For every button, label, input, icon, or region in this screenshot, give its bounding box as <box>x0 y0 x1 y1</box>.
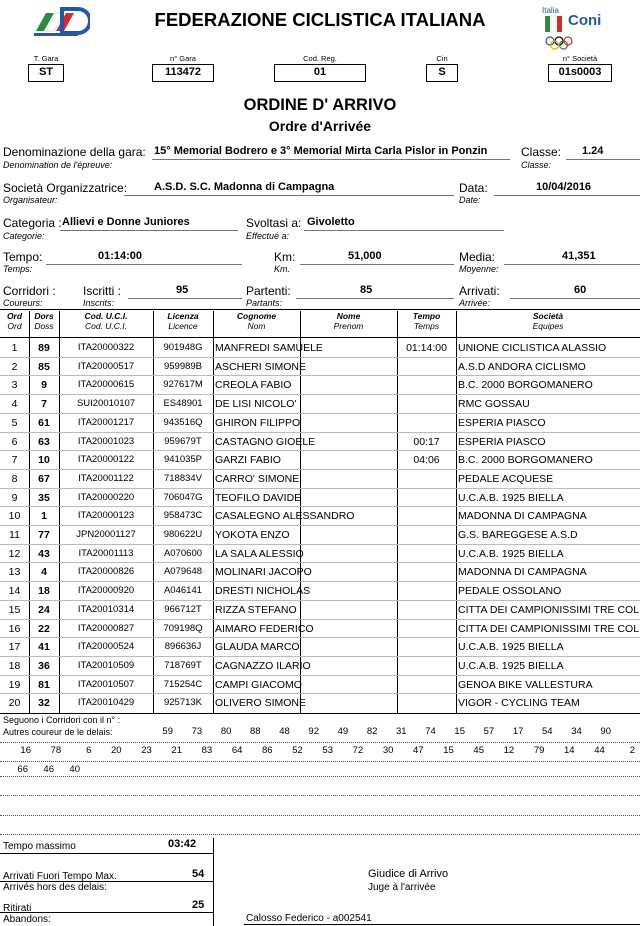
table-row <box>0 582 640 601</box>
cell-team: VIGOR - CYCLING TEAM <box>458 697 580 710</box>
cell-ord: 6 <box>11 435 18 448</box>
cell-name: AIMARO FEDERICO <box>215 622 314 635</box>
cell-licenza: 901948G <box>163 342 203 353</box>
other-rider-number: 88 <box>250 726 261 737</box>
cell-licenza: 927617M <box>163 379 203 391</box>
tempo-massimo-value: 03:42 <box>168 838 197 850</box>
other-rider-number: 34 <box>571 726 582 737</box>
table-row <box>0 414 640 433</box>
cell-name: TEOFILO DAVIDE <box>215 491 302 504</box>
denominazione-fr: Denomination de l'épreuve: <box>3 160 113 170</box>
cell-name: YOKOTA ENZO <box>215 529 290 541</box>
cell-name: CASTAGNO GIOELE <box>215 435 316 448</box>
cell-ord: 19 <box>8 678 21 691</box>
media-value: 41,351 <box>562 250 596 262</box>
cell-name: RIZZA STEFANO <box>215 603 297 616</box>
cell-name: DRESTI NICHOLAS <box>215 585 311 598</box>
cell-team: G.S. BAREGGESE A.S.D <box>458 529 578 541</box>
fuori-tempo-value: 54 <box>192 868 205 880</box>
cell-dors: 36 <box>38 659 50 672</box>
cell-uci: ITA20000322 <box>77 342 135 353</box>
cell-dors: 61 <box>38 416 50 429</box>
classe-label: Classe: <box>521 145 562 159</box>
svoltasi-value: Givoletto <box>307 216 355 228</box>
cell-team: U.C.A.B. 1925 BIELLA <box>458 659 564 672</box>
classe-value: 1.24 <box>582 145 604 157</box>
societa-fr: Organisateur: <box>3 195 58 205</box>
cell-uci: ITA20000826 <box>77 566 135 578</box>
cell-name: OLIVERO SIMONE <box>215 697 307 710</box>
cell-dors: 81 <box>38 678 50 691</box>
cell-licenza: 896636J <box>164 641 202 653</box>
cell-uci: SUI20010107 <box>76 398 136 410</box>
cell-licenza: 980622U <box>163 529 203 540</box>
cell-dors: 85 <box>38 360 50 373</box>
cell-uci: ITA20001023 <box>77 435 135 447</box>
other-rider-number: 2 <box>629 745 635 756</box>
table-row <box>0 601 640 620</box>
fuori-tempo-label: Arrivati Fuori Tempo Max. <box>3 871 117 882</box>
cell-ord: 10 <box>8 510 21 523</box>
cell-licenza: 715254C <box>163 678 203 690</box>
box-label-codreg: Cod. Reg. <box>303 54 337 63</box>
iscritti-label: Iscritti : <box>83 284 121 298</box>
cell-ord: 13 <box>8 566 21 579</box>
cell-licenza: 959989B <box>163 360 203 372</box>
cell-name: CAMPI GIACOMO <box>215 678 302 691</box>
cell-team: ESPERIA PIASCO <box>458 416 546 429</box>
cell-team: UNIONE CICLISTICA ALASSIO <box>458 342 607 354</box>
table-row <box>0 563 640 582</box>
cell-name: MOLINARI JACOPO <box>215 566 312 579</box>
arrivati-fr: Arrivée: <box>459 298 491 308</box>
media-fr: Moyenne: <box>459 264 499 274</box>
col-header-cognome: Cognome Nom <box>236 311 277 331</box>
col-header-dors: Dors Doss <box>34 311 54 331</box>
other-rider-number: 49 <box>337 726 349 737</box>
other-rider-number: 46 <box>43 764 54 775</box>
col-header-uci: Cod. U.C.I. Cod. U.C.I. <box>84 311 128 331</box>
table-row <box>0 638 640 657</box>
cell-tempo: 04:06 <box>413 454 440 467</box>
other-rider-number: 92 <box>308 726 319 737</box>
cell-ord: 14 <box>8 585 21 598</box>
partenti-label: Partenti: <box>246 284 291 298</box>
other-rider-number: 6 <box>86 745 92 756</box>
cell-team: B.C. 2000 BORGOMANERO <box>458 379 593 392</box>
table-row <box>0 545 640 564</box>
cell-uci: ITA20000517 <box>77 360 135 372</box>
cell-uci: ITA20000615 <box>77 379 135 391</box>
box-label-tgara: T. Gara <box>33 54 59 63</box>
cell-dors: 24 <box>38 603 50 616</box>
other-rider-number: 66 <box>17 764 28 775</box>
cell-team: CITTA DEI CAMPIONISSIMI TRE COL <box>458 603 640 616</box>
cell-ord: 3 <box>11 379 18 392</box>
cell-dors: 35 <box>38 491 50 504</box>
table-row <box>0 395 640 414</box>
other-rider-number: 40 <box>69 764 80 775</box>
km-fr: Km. <box>274 264 291 274</box>
fuori-tempo-fr: Arrivés hors des delais: <box>3 882 107 893</box>
other-rider-number: 59 <box>162 726 173 737</box>
title-fr: Ordre d'Arrivée <box>268 118 372 134</box>
cell-uci: ITA20010429 <box>77 697 135 709</box>
cell-ord: 1 <box>11 342 18 354</box>
others-label-fr: Autres coureur de le delais: <box>3 727 113 737</box>
table-row <box>0 339 640 358</box>
cell-dors: 7 <box>41 398 47 411</box>
cell-uci: ITA20001217 <box>77 416 135 428</box>
cell-ord: 16 <box>8 622 21 635</box>
other-rider-number: 44 <box>594 745 605 756</box>
svoltasi-label: Svoltasi a: <box>246 216 302 230</box>
cell-uci: JPN20001127 <box>76 529 136 540</box>
societa-value: A.S.D. S.C. Madonna di Campagna <box>154 181 335 193</box>
cell-licenza: 718769T <box>164 659 202 671</box>
cell-team: PEDALE ACQUESE <box>458 472 554 485</box>
other-rider-number: 79 <box>533 745 545 756</box>
cell-dors: 77 <box>38 529 50 541</box>
ritirati-fr: Abandons: <box>3 914 51 925</box>
km-value: 51,000 <box>348 250 382 262</box>
title-it: ORDINE D' ARRIVO <box>243 96 397 114</box>
categoria-fr: Categorie: <box>3 231 45 241</box>
table-row <box>0 358 640 377</box>
cell-dors: 22 <box>38 622 50 635</box>
cell-dors: 4 <box>41 566 47 579</box>
other-rider-number: 23 <box>141 745 152 756</box>
cell-team: A.S.D ANDORA CICLISMO <box>458 360 586 373</box>
table-row <box>0 433 640 452</box>
tempo-massimo-label: Tempo massimo <box>3 841 76 852</box>
tempo-fr: Temps: <box>3 264 33 274</box>
box-tgara: ST <box>28 64 64 82</box>
categoria-value: Allievi e Donne Juniores <box>62 216 190 228</box>
giudice-label: Giudice di Arrivo <box>368 868 449 880</box>
cell-dors: 10 <box>38 454 50 467</box>
box-cin: S <box>426 64 458 82</box>
cell-name: CREOLA FABIO <box>215 379 292 392</box>
cell-name: GARZI FABIO <box>215 454 281 467</box>
other-rider-number: 82 <box>366 726 378 737</box>
ritirati-value: 25 <box>192 899 205 911</box>
cell-tempo: 00:17 <box>413 435 440 448</box>
cell-licenza: 941035P <box>163 454 203 466</box>
cell-team: U.C.A.B. 1925 BIELLA <box>458 491 564 504</box>
cell-uci: ITA20010509 <box>77 659 135 671</box>
cell-name: LA SALA ALESSIO <box>215 547 304 560</box>
cell-uci: ITA20010314 <box>77 603 135 615</box>
cell-ord: 11 <box>9 529 20 541</box>
cell-ord: 17 <box>8 641 21 654</box>
classe-fr: Classe: <box>521 160 552 170</box>
federation-title: FEDERAZIONE CICLISTICA ITALIANA <box>154 9 486 30</box>
col-header-tempo: Tempo Temps <box>412 311 441 331</box>
cell-name: CASALEGNO ALESSANDRO <box>215 510 355 523</box>
cell-licenza: 943516Q <box>163 416 203 428</box>
cell-uci: ITA20010507 <box>77 678 135 690</box>
cell-licenza: A070600 <box>163 547 203 559</box>
other-rider-number: 30 <box>382 745 394 756</box>
cell-dors: 18 <box>38 585 50 598</box>
cell-name: CARRO' SIMONE <box>215 472 300 485</box>
cell-dors: 63 <box>38 435 50 448</box>
box-label-nsocieta: n° Società <box>562 54 598 63</box>
cell-ord: 20 <box>8 697 21 710</box>
cell-dors: 43 <box>38 547 50 560</box>
societa-label: Società Organizzatrice: <box>3 181 128 195</box>
other-rider-number: 47 <box>413 745 424 756</box>
other-rider-number: 54 <box>542 726 553 737</box>
col-header-nome: Nome Prenom <box>333 311 364 331</box>
other-rider-number: 57 <box>483 726 495 737</box>
col-header-licenza: Licenza Licence <box>167 311 199 331</box>
cell-uci: ITA20000920 <box>77 585 135 597</box>
box-ngara: 113472 <box>152 64 214 82</box>
cell-dors: 67 <box>38 472 50 485</box>
other-rider-number: 20 <box>111 745 122 756</box>
cell-ord: 4 <box>11 398 18 411</box>
cell-name: DE LISI NICOLO' <box>215 398 297 411</box>
cell-ord: 12 <box>8 547 21 560</box>
cell-team: U.C.A.B. 1925 BIELLA <box>458 641 564 654</box>
cell-licenza: 958473C <box>163 510 203 522</box>
other-rider-number: 74 <box>425 726 436 737</box>
tempo-label: Tempo: <box>3 250 43 264</box>
cell-ord: 15 <box>8 603 21 616</box>
table-row <box>0 526 640 545</box>
cell-uci: ITA20000220 <box>77 491 135 503</box>
cell-uci: ITA20000123 <box>77 510 135 522</box>
col-header-societa: Società Equipes <box>532 311 564 331</box>
cell-uci: ITA20000827 <box>77 622 135 634</box>
coni-small-text: Italia <box>542 6 559 15</box>
cell-licenza: ES48901 <box>163 398 203 410</box>
cell-dors: 9 <box>41 379 47 392</box>
table-row <box>0 657 640 676</box>
fci-logo <box>32 5 90 37</box>
cell-licenza: 959679T <box>164 435 202 447</box>
other-rider-number: 45 <box>473 745 484 756</box>
table-row <box>0 620 640 639</box>
table-row <box>0 694 640 713</box>
cell-team: GENOA BIKE VALLESTURA <box>458 678 593 691</box>
other-rider-number: 17 <box>512 726 524 737</box>
coni-big-text: Coni <box>568 12 602 29</box>
cell-licenza: 966712T <box>164 603 202 615</box>
ritirati-label: Ritirati <box>3 903 32 914</box>
col-header-ord: Ord Ord <box>6 311 23 331</box>
other-rider-number: 72 <box>352 745 364 756</box>
cell-team: MADONNA DI CAMPAGNA <box>458 566 587 579</box>
box-label-cin: Cin <box>436 54 448 63</box>
cell-tempo: 01:14:00 <box>406 342 447 354</box>
box-nsocieta: 01s0003 <box>548 64 612 82</box>
cell-uci: ITA20000122 <box>77 454 135 466</box>
table-row <box>0 451 640 470</box>
coni-logo <box>540 4 600 50</box>
cell-dors: 41 <box>38 641 50 654</box>
others-label-it: Seguono i Corridori con il n° : <box>3 715 121 725</box>
other-rider-number: 48 <box>279 726 290 737</box>
other-rider-number: 31 <box>396 726 407 737</box>
other-rider-number: 53 <box>322 745 333 756</box>
table-row <box>0 489 640 508</box>
cell-ord: 9 <box>11 491 18 504</box>
partenti-fr: Partants: <box>246 298 283 308</box>
cell-ord: 7 <box>11 454 18 467</box>
cell-licenza: 718834V <box>163 472 203 484</box>
other-rider-number: 14 <box>564 745 575 756</box>
denominazione-value: 15° Memorial Bodrero e 3° Memorial Mirta Carla Pislor in Ponzin <box>154 145 488 157</box>
arrivati-value: 60 <box>574 284 587 296</box>
cell-ord: 18 <box>8 659 21 672</box>
table-row <box>0 376 640 395</box>
corridori-label: Corridori : <box>3 284 56 298</box>
cell-uci: ITA20001113 <box>78 547 134 559</box>
cell-licenza: 925713K <box>163 697 203 709</box>
giudice-name: Calosso Federico - a002541 <box>246 913 372 924</box>
cell-ord: 8 <box>11 472 18 485</box>
giudice-fr: Juge à l'arrivée <box>368 882 436 893</box>
other-rider-number: 80 <box>220 726 232 737</box>
arrivati-label: Arrivati: <box>459 284 500 298</box>
cell-name: MANFREDI SAMUELE <box>215 342 323 354</box>
cell-name: GHIRON FILIPPO <box>215 416 301 429</box>
denominazione-label: Denominazione della gara: <box>3 145 146 159</box>
cell-team: PEDALE OSSOLANO <box>458 585 562 598</box>
media-label: Media: <box>459 250 496 264</box>
categoria-label: Categoria : <box>3 216 62 230</box>
other-rider-number: 86 <box>262 745 273 756</box>
table-row <box>0 470 640 489</box>
cell-team: ESPERIA PIASCO <box>458 435 546 448</box>
cell-uci: ITA20000524 <box>77 641 135 653</box>
cell-uci: ITA20001122 <box>78 472 134 484</box>
cell-ord: 5 <box>11 416 18 429</box>
cell-team: CITTA DEI CAMPIONISSIMI TRE COL <box>458 622 640 635</box>
cell-ord: 2 <box>11 360 18 373</box>
data-label: Data: <box>459 181 488 195</box>
cell-team: MADONNA DI CAMPAGNA <box>458 510 587 523</box>
olympic-rings-icon <box>544 36 574 50</box>
table-row <box>0 676 640 695</box>
cell-name: GLAUDA MARCO <box>215 641 300 654</box>
cell-dors: 1 <box>41 510 47 523</box>
cell-licenza: 709198Q <box>163 622 203 634</box>
other-rider-number: 16 <box>20 745 31 756</box>
cell-team: RMC GOSSAU <box>458 398 530 411</box>
svoltasi-fr: Effectué a: <box>246 231 290 241</box>
tempo-value: 01:14:00 <box>98 250 143 262</box>
km-label: Km: <box>274 250 296 264</box>
other-rider-number: 73 <box>191 726 203 737</box>
cell-dors: 32 <box>38 697 50 710</box>
corridori-fr: Coureurs: <box>3 298 43 308</box>
cell-name: CAGNAZZO ILARIO <box>215 659 311 672</box>
other-rider-number: 12 <box>503 745 515 756</box>
box-label-ngara: n° Gara <box>170 54 196 63</box>
other-rider-number: 90 <box>600 726 611 737</box>
cell-licenza: A046141 <box>163 585 203 597</box>
other-rider-number: 15 <box>443 745 454 756</box>
other-rider-number: 83 <box>201 745 213 756</box>
cell-team: B.C. 2000 BORGOMANERO <box>458 454 593 467</box>
cell-name: ASCHERI SIMONE <box>215 360 307 373</box>
table-row <box>0 507 640 526</box>
cell-dors: 89 <box>38 342 50 354</box>
other-rider-number: 15 <box>454 726 465 737</box>
cell-licenza: A079648 <box>163 566 203 578</box>
other-rider-number: 78 <box>50 745 62 756</box>
other-rider-number: 64 <box>231 745 243 756</box>
data-fr: Date: <box>459 195 481 205</box>
data-value: 10/04/2016 <box>536 181 592 193</box>
partenti-value: 85 <box>360 284 373 296</box>
other-rider-number: 52 <box>292 745 303 756</box>
other-rider-number: 21 <box>171 745 182 756</box>
cell-licenza: 706047G <box>163 491 203 503</box>
iscritti-fr: Inscrits: <box>83 298 115 308</box>
box-codreg: 01 <box>274 64 366 82</box>
iscritti-value: 95 <box>176 284 189 296</box>
cell-team: U.C.A.B. 1925 BIELLA <box>458 547 564 560</box>
